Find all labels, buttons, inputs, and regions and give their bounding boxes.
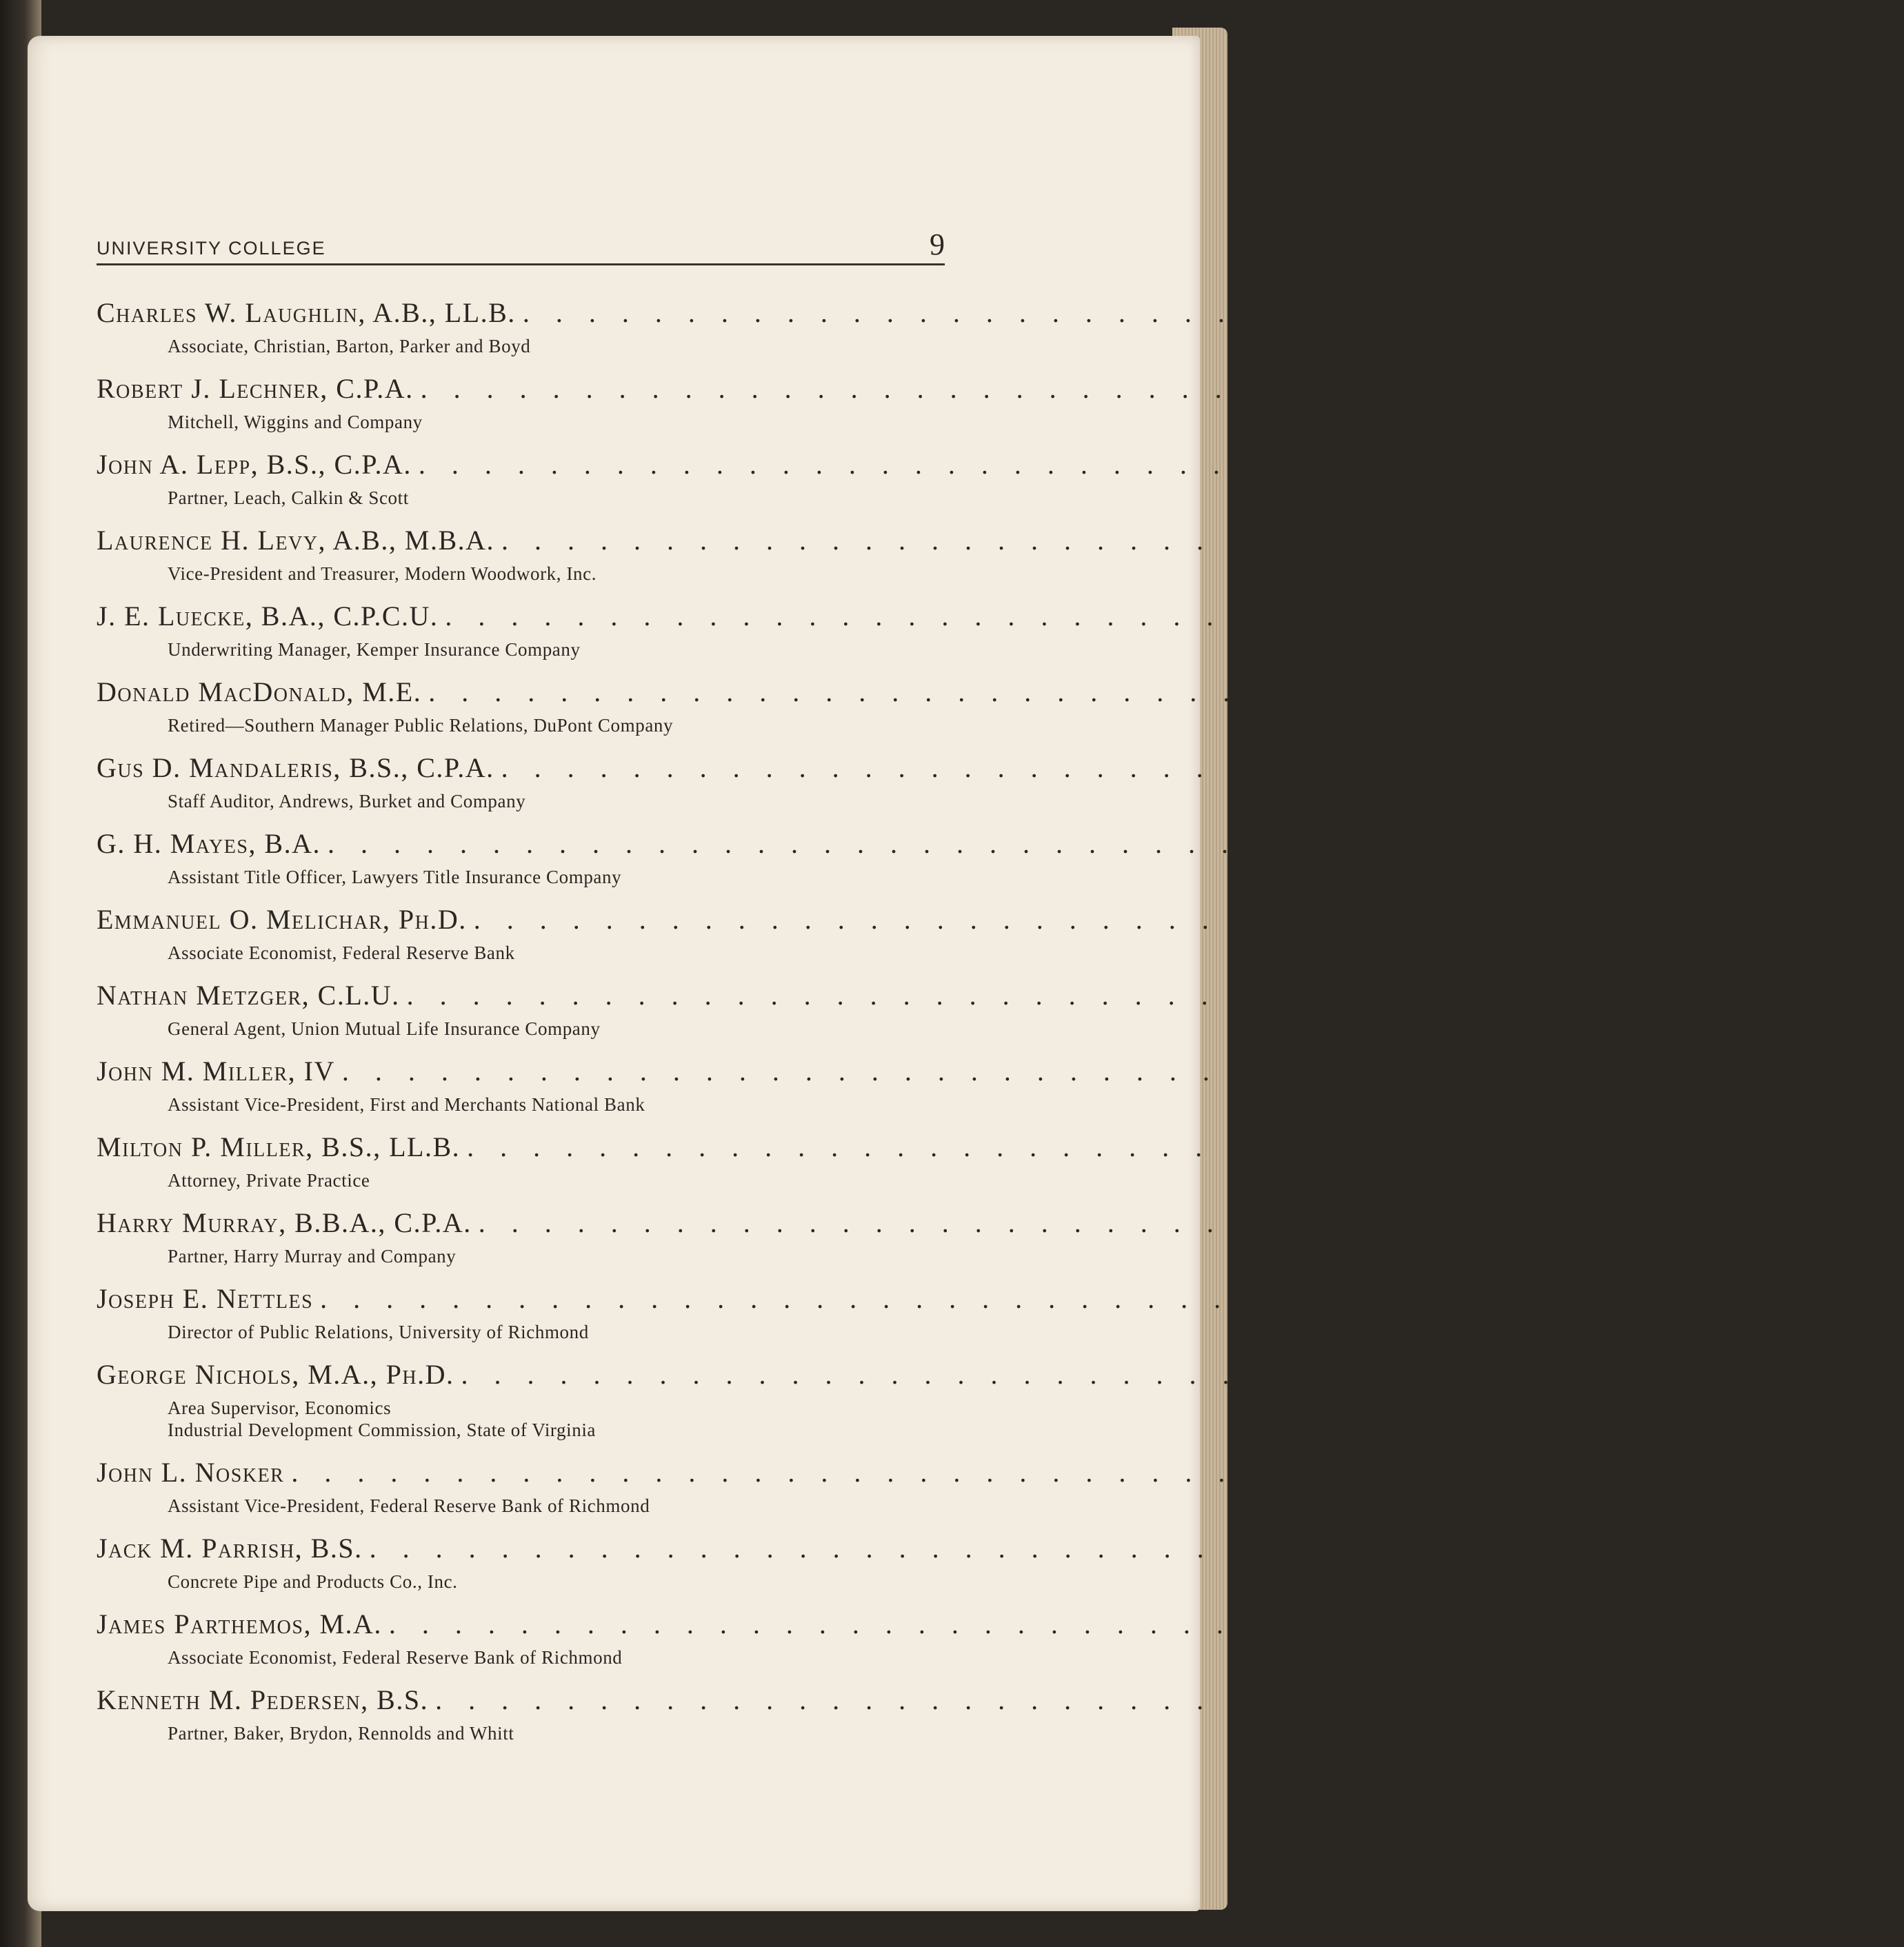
entry-line (97, 1282, 1658, 1321)
faculty-affiliation: Underwriting Manager, Kemper Insurance Company (168, 639, 581, 660)
header-rule (97, 263, 945, 265)
dot-leader: . . . . . . . . . . . . . . . . . . . . . . . . . . . . . . . . . . . (406, 980, 1549, 1011)
faculty-department: Economics (1537, 1608, 1662, 1640)
faculty-entry (97, 1684, 1714, 1744)
entry-line (97, 903, 1747, 942)
faculty-entry (97, 1207, 1756, 1267)
faculty-affiliation: Assistant Vice-President, Federal Reserve Bank of Richmond (168, 1495, 650, 1516)
faculty-affiliation: Concrete Pipe and Products Co., Inc. (168, 1571, 458, 1592)
faculty-name: John A. Lepp, B.S., C.P.A. (97, 449, 412, 480)
faculty-entry (97, 1055, 1740, 1116)
faculty-affiliation: Associate, Christian, Barton, Parker and Boyd (168, 336, 531, 356)
faculty-department: Insurance (1476, 828, 1590, 859)
faculty-entry (97, 1358, 1838, 1441)
dot-leader: . . . . . . . . . . . . . . . . . . . . . . . . . . . . . . . . . . . (467, 1131, 1610, 1162)
faculty-list (97, 296, 1904, 1759)
faculty-department: Accounting (1650, 752, 1779, 783)
entry-line (97, 1055, 1740, 1093)
entry-line (97, 448, 1697, 487)
faculty-department: Bank Administration (1440, 1457, 1676, 1488)
running-head: UNIVERSITY COLLEGE (97, 238, 326, 259)
faculty-name: Emmanuel O. Melichar, Ph.D. (97, 904, 467, 935)
faculty-affiliation: Staff Auditor, Andrews, Burket and Company (168, 791, 526, 811)
faculty-entry (97, 676, 1725, 736)
faculty-entry (97, 1608, 1662, 1668)
page-number: 9 (930, 228, 945, 261)
faculty-affiliation: Assistant Vice-President, First and Merchants National Bank (168, 1094, 645, 1115)
faculty-department: Accounting (1569, 373, 1698, 404)
faculty-department: Economics (1622, 904, 1747, 935)
dot-leader: . . . . . . . . . . . . . . . . . . . . . . . . . . . . . . . . . . . (522, 297, 1665, 328)
faculty-department: Management (1577, 676, 1725, 707)
dot-leader: . . . . . . . . . . . . . . . . . . . . . . . . . . . . . . . . . . . (341, 1056, 1484, 1087)
faculty-department: Money and Banking (1610, 1359, 1838, 1390)
faculty-name: Harry Murray, B.B.A., C.P.A. (97, 1207, 472, 1238)
faculty-name: G. H. Mayes, B.A. (97, 828, 321, 859)
entry-line (97, 600, 1707, 638)
entry-line (97, 372, 1698, 411)
dot-leader: . . . . . . . . . . . . . . . . . . . . . . . . . . . . . . . . . . . (327, 828, 1470, 859)
entry-line (97, 827, 1590, 866)
dot-leader: . . . . . . . . . . . . . . . . . . . . . . . . . . . . . . . . . . . (461, 1359, 1603, 1390)
faculty-affiliation: Attorney, Private Practice (168, 1170, 370, 1191)
faculty-entry (97, 296, 1867, 357)
faculty-department: Business Management (1650, 525, 1904, 556)
entry-line (97, 1131, 1746, 1169)
faculty-entry (97, 1456, 1676, 1517)
faculty-entry (97, 600, 1707, 660)
faculty-name: James Parthemos, M.A. (97, 1608, 382, 1640)
faculty-name: Gus D. Mandaleris, B.S., C.P.A. (97, 752, 494, 783)
faculty-name: John L. Nosker (97, 1457, 285, 1488)
faculty-name: Nathan Metzger, C.L.U. (97, 980, 400, 1011)
faculty-affiliation: Retired—Southern Manager Public Relations, DuPont Company (168, 715, 674, 736)
faculty-department: Public Relations (1469, 1283, 1658, 1314)
faculty-name: Donald MacDonald, M.E. (97, 676, 422, 707)
dot-leader: . . . . . . . . . . . . . . . . . . . . . . . . . . . . . . . . . . . (501, 525, 1644, 556)
dot-leader: . . . . . . . . . . . . . . . . . . . . . . . . . . . . . . . . . . . (473, 904, 1616, 935)
entry-line (97, 751, 1779, 790)
entry-line (97, 676, 1725, 714)
dot-leader: . . . . . . . . . . . . . . . . . . . . . . . . . . . . . . . . . . . (501, 752, 1643, 783)
faculty-affiliation: Associate Economist, Federal Reserve Bank (168, 942, 515, 963)
entry-line (97, 979, 1670, 1018)
faculty-department: Commercial Law (1671, 297, 1867, 328)
faculty-affiliation: Industrial Development Commission, State of Virginia (168, 1420, 597, 1440)
entry-line (97, 524, 1904, 563)
dot-leader: . . . . . . . . . . . . . . . . . . . . . . . . . . . . . . . . . . . (428, 676, 1571, 707)
faculty-affiliation: Mitchell, Wiggins and Company (168, 412, 423, 432)
faculty-affiliation: Partner, Baker, Brydon, Rennolds and Whitt (168, 1723, 514, 1744)
faculty-name: Milton P. Miller, B.S., LL.B. (97, 1131, 461, 1162)
faculty-affiliation: Partner, Harry Murray and Company (168, 1246, 457, 1267)
faculty-name: Charles W. Laughlin, A.B., LL.B. (97, 297, 516, 328)
dot-leader: . . . . . . . . . . . . . . . . . . . . . . . . . . . . . . . . . . . (369, 1533, 1512, 1564)
faculty-department: Real Estate (1616, 1131, 1746, 1162)
dot-leader: . . . . . . . . . . . . . . . . . . . . . . . . . . . . . . . . . . . (320, 1283, 1463, 1314)
entry-line (97, 296, 1867, 335)
faculty-name: Joseph E. Nettles (97, 1283, 314, 1314)
faculty-entry (97, 1282, 1658, 1343)
dot-leader: . . . . . . . . . . . . . . . . . . . . . . . . . . . . . . . . . . . (388, 1608, 1531, 1640)
faculty-affiliation: Partner, Leach, Calkin & Scott (168, 487, 409, 508)
faculty-department: Insurance (1555, 980, 1670, 1011)
faculty-entry (97, 979, 1670, 1040)
entry-line (97, 1608, 1662, 1646)
faculty-name: Laurence H. Levy, A.B., M.B.A. (97, 525, 495, 556)
faculty-affiliation: Associate Economist, Federal Reserve Bank of Richmond (168, 1647, 623, 1668)
dot-leader: . . . . . . . . . . . . . . . . . . . . . . . . . . . . . . . . . . . (435, 1684, 1578, 1715)
entry-line (97, 1456, 1676, 1495)
faculty-name: John M. Miller, IV (97, 1056, 335, 1087)
faculty-name: George Nichols, M.A., Ph.D. (97, 1359, 454, 1390)
faculty-name: Kenneth M. Pedersen, B.S. (97, 1684, 429, 1715)
faculty-affiliation: Area Supervisor, Economics (168, 1398, 392, 1418)
faculty-affiliation: Director of Public Relations, University of Richmond (168, 1322, 589, 1342)
faculty-entry (97, 1131, 1746, 1191)
entry-line (97, 1207, 1756, 1245)
faculty-entry (97, 372, 1698, 433)
dot-leader: . . . . . . . . . . . . . . . . . . . . . . . . . . . . . . . . . . . (478, 1207, 1621, 1238)
faculty-affiliation: Vice-President and Treasurer, Modern Woodwork, Inc. (168, 563, 597, 584)
dot-leader: . . . . . . . . . . . . . . . . . . . . . . . . . . . . . . . . . . . (445, 601, 1587, 632)
faculty-name: J. E. Luecke, B.A., C.P.C.U. (97, 601, 439, 632)
entry-line (97, 1532, 1745, 1571)
faculty-department: Accounting (1567, 449, 1697, 480)
faculty-department: Credit Management (1518, 1533, 1745, 1564)
faculty-entry (97, 903, 1747, 964)
dot-leader: . . . . . . . . . . . . . . . . . . . . . . . . . . . . . . . . . . . (420, 373, 1563, 404)
faculty-entry (97, 448, 1697, 509)
dot-leader: . . . . . . . . . . . . . . . . . . . . . . . . . . . . . . . . . . . (291, 1457, 1434, 1488)
faculty-department: Accounting (1627, 1207, 1756, 1238)
faculty-affiliation: Assistant Title Officer, Lawyers Title Insurance Company (168, 867, 622, 887)
faculty-entry (97, 1532, 1745, 1593)
entry-line (97, 1684, 1714, 1722)
faculty-entry (97, 827, 1590, 888)
faculty-department: Accounting (1584, 1684, 1714, 1715)
dot-leader: . . . . . . . . . . . . . . . . . . . . . . . . . . . . . . . . . . . (418, 449, 1561, 480)
entry-line (97, 1358, 1838, 1397)
faculty-entry (97, 751, 1779, 812)
faculty-department: Credit Administration (1490, 1056, 1740, 1087)
faculty-entry (97, 524, 1904, 585)
faculty-department: Insurance (1594, 601, 1707, 632)
page-header (97, 218, 945, 259)
faculty-name: Jack M. Parrish, B.S. (97, 1533, 363, 1564)
faculty-affiliation: General Agent, Union Mutual Life Insurance Company (168, 1018, 601, 1039)
faculty-name: Robert J. Lechner, C.P.A. (97, 373, 414, 404)
